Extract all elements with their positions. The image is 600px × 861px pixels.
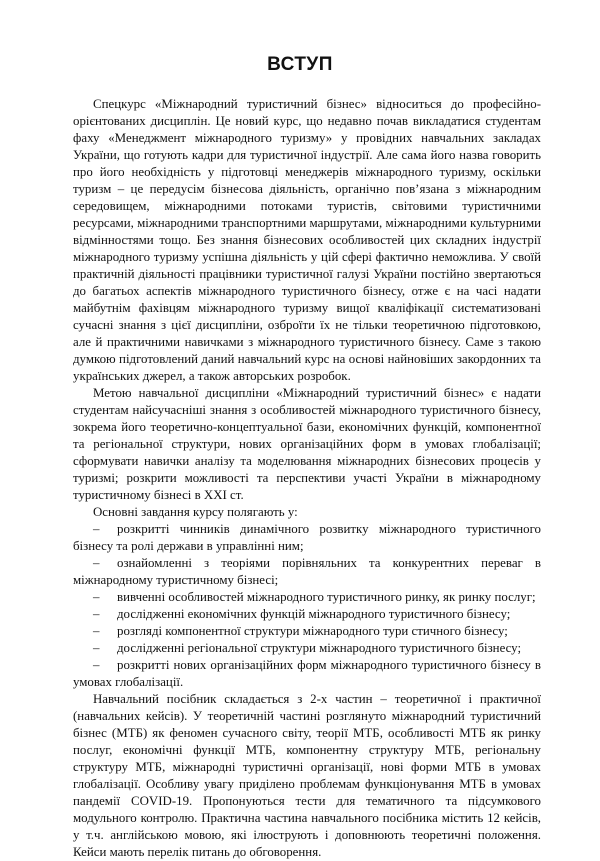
list-item-text: ознайомленні з теоріями порівняльних та конкурентних переваг в міжнародному туристичному бізнесі;	[73, 556, 541, 587]
paragraph-intro: Спецкурс «Міжнародний туристичний бізнес» відноситься до професійно-орієнтованих дисциплін. Це новий курс, що недавно почав викладатися студентам фаху «Менеджмент міжнародного туризму» у провідних навчальних закладах України, що готують кадри для туристичної індустрії. Але сама його назва говорить про його необхідність у підготовці менеджерів міжнародного туризму, оскільки туризм – це передусім бізнесова діяльність, органічно пов’язана з міжнародним середовищем, міжнародними потоками туристів, світовими туристичними ресурсами, міжнародними транспортними маршрутами, міжнародними культурними відмінностями тощо. Без знання бізнесових особливостей цих складних індустрії міжнародного туризму успішна діяльність у цій сфері фактично неможлива. У своїй практичній діяльності працівники туристичної галузі України постійно звертаються до багатьох аспектів міжнародного туристичного бізнесу, отже є на часі надати майбутнім фахівцям міжнародного туризму вищої кваліфікації систематизовані сучасні знання з цієї дисципліни, озброїти їх не тільки теоретичною підготовкою, але й практичними навичками з міжнародного туристичного бізнесу. Саме з такою думкою підготовлений даний навчальний курс на основі найновіших закордонних та українських джерел, а також авторських розробок.	[73, 97, 541, 383]
list-item	[73, 606, 541, 623]
paragraph-tasks-lead: Основні завдання курсу полягають у:	[93, 505, 298, 519]
list-dash: –	[93, 641, 100, 655]
list-item	[73, 555, 541, 589]
list-item-text: дослідженні регіональної структури міжнародного туристичного бізнесу;	[117, 641, 522, 655]
list-dash: –	[93, 590, 100, 604]
list-item	[73, 623, 541, 640]
list-dash: –	[93, 522, 100, 536]
list-item	[73, 640, 541, 657]
page-title: ВСТУП	[267, 54, 333, 75]
list-dash: –	[93, 607, 100, 621]
list-item-text: дослідженні економічних функцій міжнародного туристичного бізнесу;	[117, 607, 511, 621]
list-item-text: розкритті нових організаційних форм міжнародного туристичного бізнесу в умовах глобалізації.	[73, 658, 541, 689]
list-item-text: вивченні особливостей міжнародного туристичного ринку, як ринку послуг;	[117, 590, 536, 604]
paragraph-structure: Навчальний посібник складається з 2-х частин – теоретичної і практичної (навчальних кейсів). У теоретичній частині розглянуто міжнародний туристичний бізнес (МТБ) як феномен сучасного світу, теорії МТБ, особливості МТБ як ринку послуг, економічні функції МТБ, компонентну структуру МТБ, регіональну структуру МТБ, міжнародні туристичні організації, нові форми МТБ в умовах глобалізації. Особливу увагу приділено проблемам функціонування МТБ в умовах пандемії COVID-19. Пропонуються тести для тематичного та підсумкового модульного контролю. Практична частина навчального посібника містить 12 кейсів, у т.ч. англійською мовою, які ілюструють і доповнюють теоретичні положення. Кейси мають перелік питань до обговорення.	[73, 692, 541, 859]
list-item	[73, 521, 541, 555]
list-dash: –	[93, 556, 100, 570]
document-body	[73, 96, 541, 861]
list-item-text: розкритті чинників динамічного розвитку міжнародного туристичного бізнесу та ролі держави в управлінні ним;	[73, 522, 541, 553]
paragraph-goal: Метою навчальної дисципліни «Міжнародний туристичний бізнес» є надати студентам найсучасніші знання з особливостей міжнародного туристичного бізнесу, зокрема його теоретично-концептуальної бази, економічних функцій, компонентної та регіональної структури, нових організаційних форм в умовах глобалізації; сформувати навички аналізу та моделювання міжнародних бізнесових процесів у туризмі; розкрити можливості та перспективи участі України в міжнародному туристичному бізнесі в ХХІ ст.	[73, 386, 541, 502]
tasks-list	[73, 521, 541, 691]
list-item	[73, 657, 541, 691]
list-item-text: розгляді компонентної структури міжнародного тури стичного бізнесу;	[117, 624, 508, 638]
list-item	[73, 589, 541, 606]
list-dash: –	[93, 624, 100, 638]
list-dash: –	[93, 658, 100, 672]
